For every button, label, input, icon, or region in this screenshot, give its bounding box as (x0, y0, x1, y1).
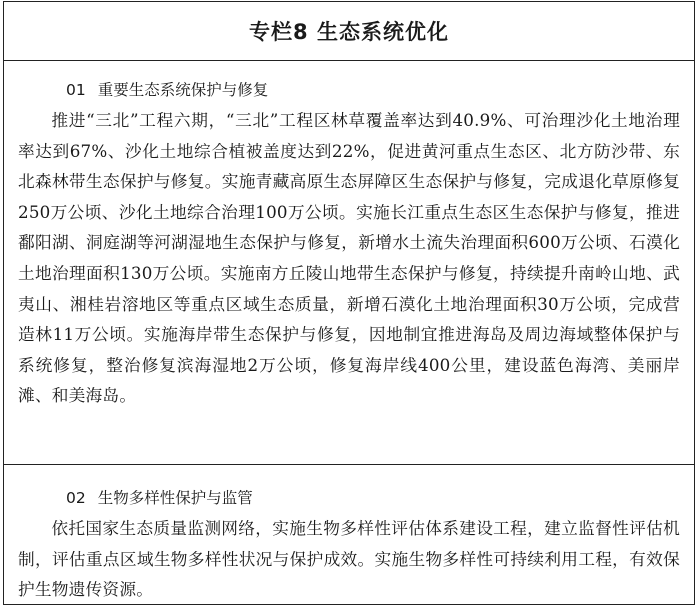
section-ecosystem-restoration (4, 61, 694, 465)
box-title (4, 2, 694, 61)
section-heading-text: 重要生态系统保护与修复 (97, 81, 269, 99)
section-body: 推进“三北”工程六期，“三北”工程区林草覆盖率达到40.9%、可治理沙化土地治理率达到67%、沙化土地综合植被盖度达到22%，促进黄河重点生态区、北方防沙带、东北森林带生态保护与修复。实施青藏高原生态屏障区生态保护与修复，完成退化草原修复250万公顷、沙化土地综合治理100万公顷。实施长江重点生态区生态保护与修复，推进鄱阳湖、洞庭湖等河湖湿地生态保护与修复，新增水土流失治理面积600万公顷、石漠化土地治理面积130万公顷。实施南方丘陵山地带生态保护与修复，持续提升南岭山地、武夷山、湘桂岩溶地区等重点区域生态质量，新增石漠化土地治理面积30万公顷，完成营造林11万公顷。实施海岸带生态保护与修复，因地制宜推进海岛及周边海域整体保护与系统修复，整治修复滨海湿地2万公顷，修复海岸线400公里，建设蓝色海湾、美丽岸滩、和美海岛。 (18, 110, 680, 406)
section-biodiversity (4, 465, 694, 605)
box-title-text: 专栏8 生态系统优化 (249, 20, 449, 44)
section-heading-text: 生物多样性保护与监管 (97, 489, 253, 507)
section-body: 依托国家生态质量监测网络，实施生物多样性评估体系建设工程，建立监督性评估机制，评估重点区域生物多样性状况与保护成效。实施生物多样性可持续利用工程，有效保护生物遗传资源。 (18, 518, 680, 600)
section-heading (18, 483, 680, 513)
section-number: 01 (66, 81, 86, 99)
section-number: 02 (66, 489, 86, 507)
section-heading (18, 75, 680, 105)
column-box (3, 1, 695, 605)
